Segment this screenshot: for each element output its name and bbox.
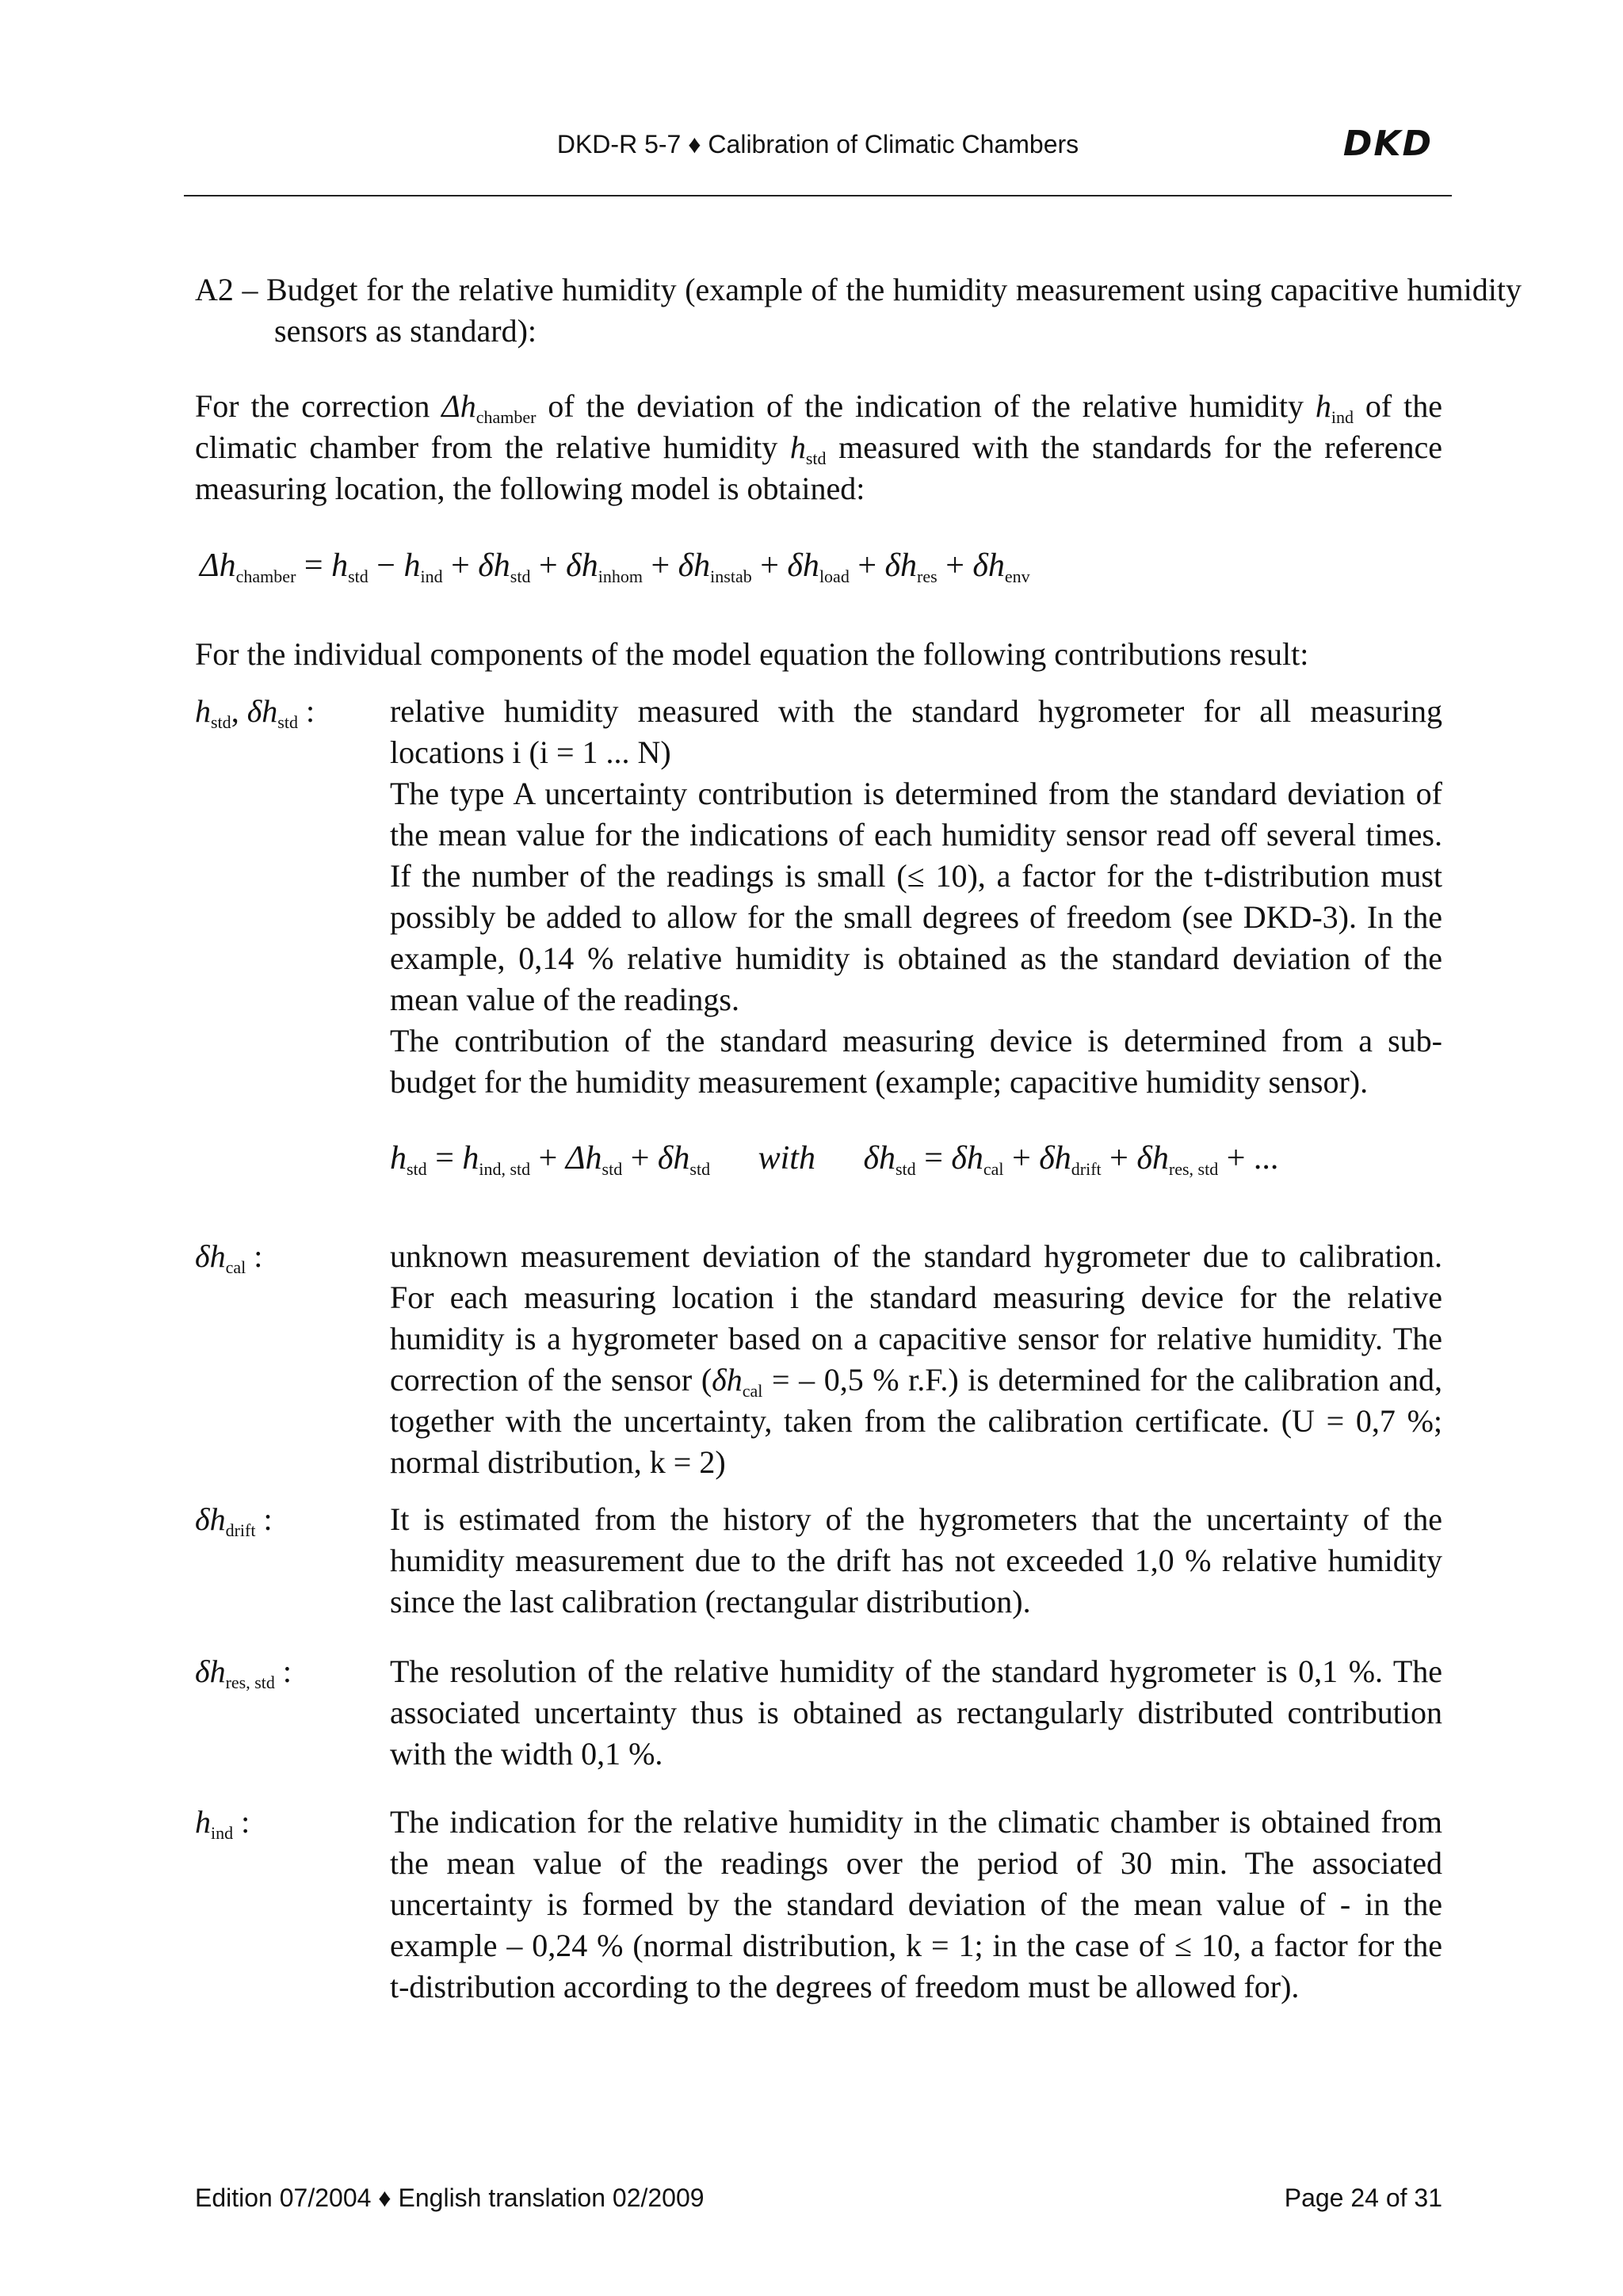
description-ind: The indication for the relative humidity in the climatic chamber is obtained from the mean value of the readings over the period of 30 min. The associated uncertainty is formed by the standard deviation of the mean value of - in the example – 0,24 % (normal distribution, k = 1; in the case of ≤ 10, a factor for the t-distribution according to the degrees of freedom must be allowed for). bbox=[390, 1804, 1442, 2004]
model-equation: $\Delta h_{chamber} = h_{std} - h_{ind} + \delta h_{std} + \delta h_{inhom} + \delta h_{instab} + \delta h_{load} + \delta h_{res} + \delta h_{env}$ bbox=[200, 547, 1030, 586]
page-header bbox=[184, 124, 1452, 196]
description-drift: It is estimated from the history of the hygrometers that the uncertainty of the humidity measurement due to the drift has not exceeded 1,0 % relative humidity since the last calibration (rectangular distribution). bbox=[390, 1501, 1442, 1619]
description-std: relative humidity measured with the standard hygrometer for all measuring locations i (i = 1 ... N) The type A uncertainty contribution is determined from the standard deviation of the mean value for the indications of each humidity sensor read off several times. If the number of the readings is small (≤ 10), a factor for the t-distribution must possibly be added to allow for the small degrees of freedom (see DKD-3). In the example, 0,14 % relative humidity is obtained as the standard deviation of the mean value of the readings. The contribution of the standard measuring device is determined from a sub-budget for the humidity measurement (example; capacitive humidity sensor). bbox=[390, 693, 1442, 1100]
dkd-logo: DKD bbox=[1342, 124, 1433, 164]
symbol-drift: $\delta h_{drift}$ : bbox=[195, 1501, 273, 1540]
components-intro: For the individual components of the model equation the following contributions result: bbox=[195, 636, 1309, 672]
symbol-ind: $h_{ind}$ : bbox=[195, 1804, 250, 1843]
description-res-std: The resolution of the relative humidity of the standard hygrometer is 0,1 %. The associated uncertainty thus is obtained as rectangularly distributed contribution with the width 0,1 %. bbox=[390, 1653, 1442, 1772]
symbol-cal: $\delta h_{cal}$ : bbox=[195, 1238, 263, 1277]
symbol-std: $h_{std}$, $\delta h_{std}$ : bbox=[195, 693, 315, 732]
symbol-res-std: $\delta h_{res, std}$ : bbox=[195, 1653, 292, 1692]
page-number: Page 24 of 31 bbox=[1284, 2183, 1442, 2212]
header-title: DKD-R 5-7 ♦ Calibration of Climatic Chambers bbox=[556, 130, 1079, 158]
sub-budget-equation: $h_{std} = h_{ind, std} + \Delta h_{std} + \delta h_{std}$ with $\delta h_{std} = \delta h_{cal} + \delta h_{drift} + \delta h_{res, std}$ + ... bbox=[390, 1140, 1279, 1179]
edition-info: Edition 07/2004 ♦ English translation 02/2009 bbox=[195, 2183, 705, 2212]
intro-paragraph: For the correction $\Delta h_{chamber}$ of the deviation of the indication of the relative humidity $h_{ind}$ of the climatic chamber from the relative humidity $h_{std}$ measured with the standards for the reference measuring location, the following model is obtained: bbox=[195, 388, 1443, 506]
section-heading: A2 – Budget for the relative humidity (example of the humidity measurement using capacitive humidity sensors as standard): bbox=[195, 272, 1522, 349]
description-cal: unknown measurement deviation of the standard hygrometer due to calibration. For each measuring location i the standard measuring device for the relative humidity is a hygrometer based on a capacitive sensor for relative humidity. The correction of the sensor ($\delta h_{cal}$ = – 0,5 % r.F.) is determined for the calibration and, together with the uncertainty, taken from the calibration certificate. (U = 0,7 %; normal distribution, k = 2) bbox=[390, 1238, 1443, 1480]
